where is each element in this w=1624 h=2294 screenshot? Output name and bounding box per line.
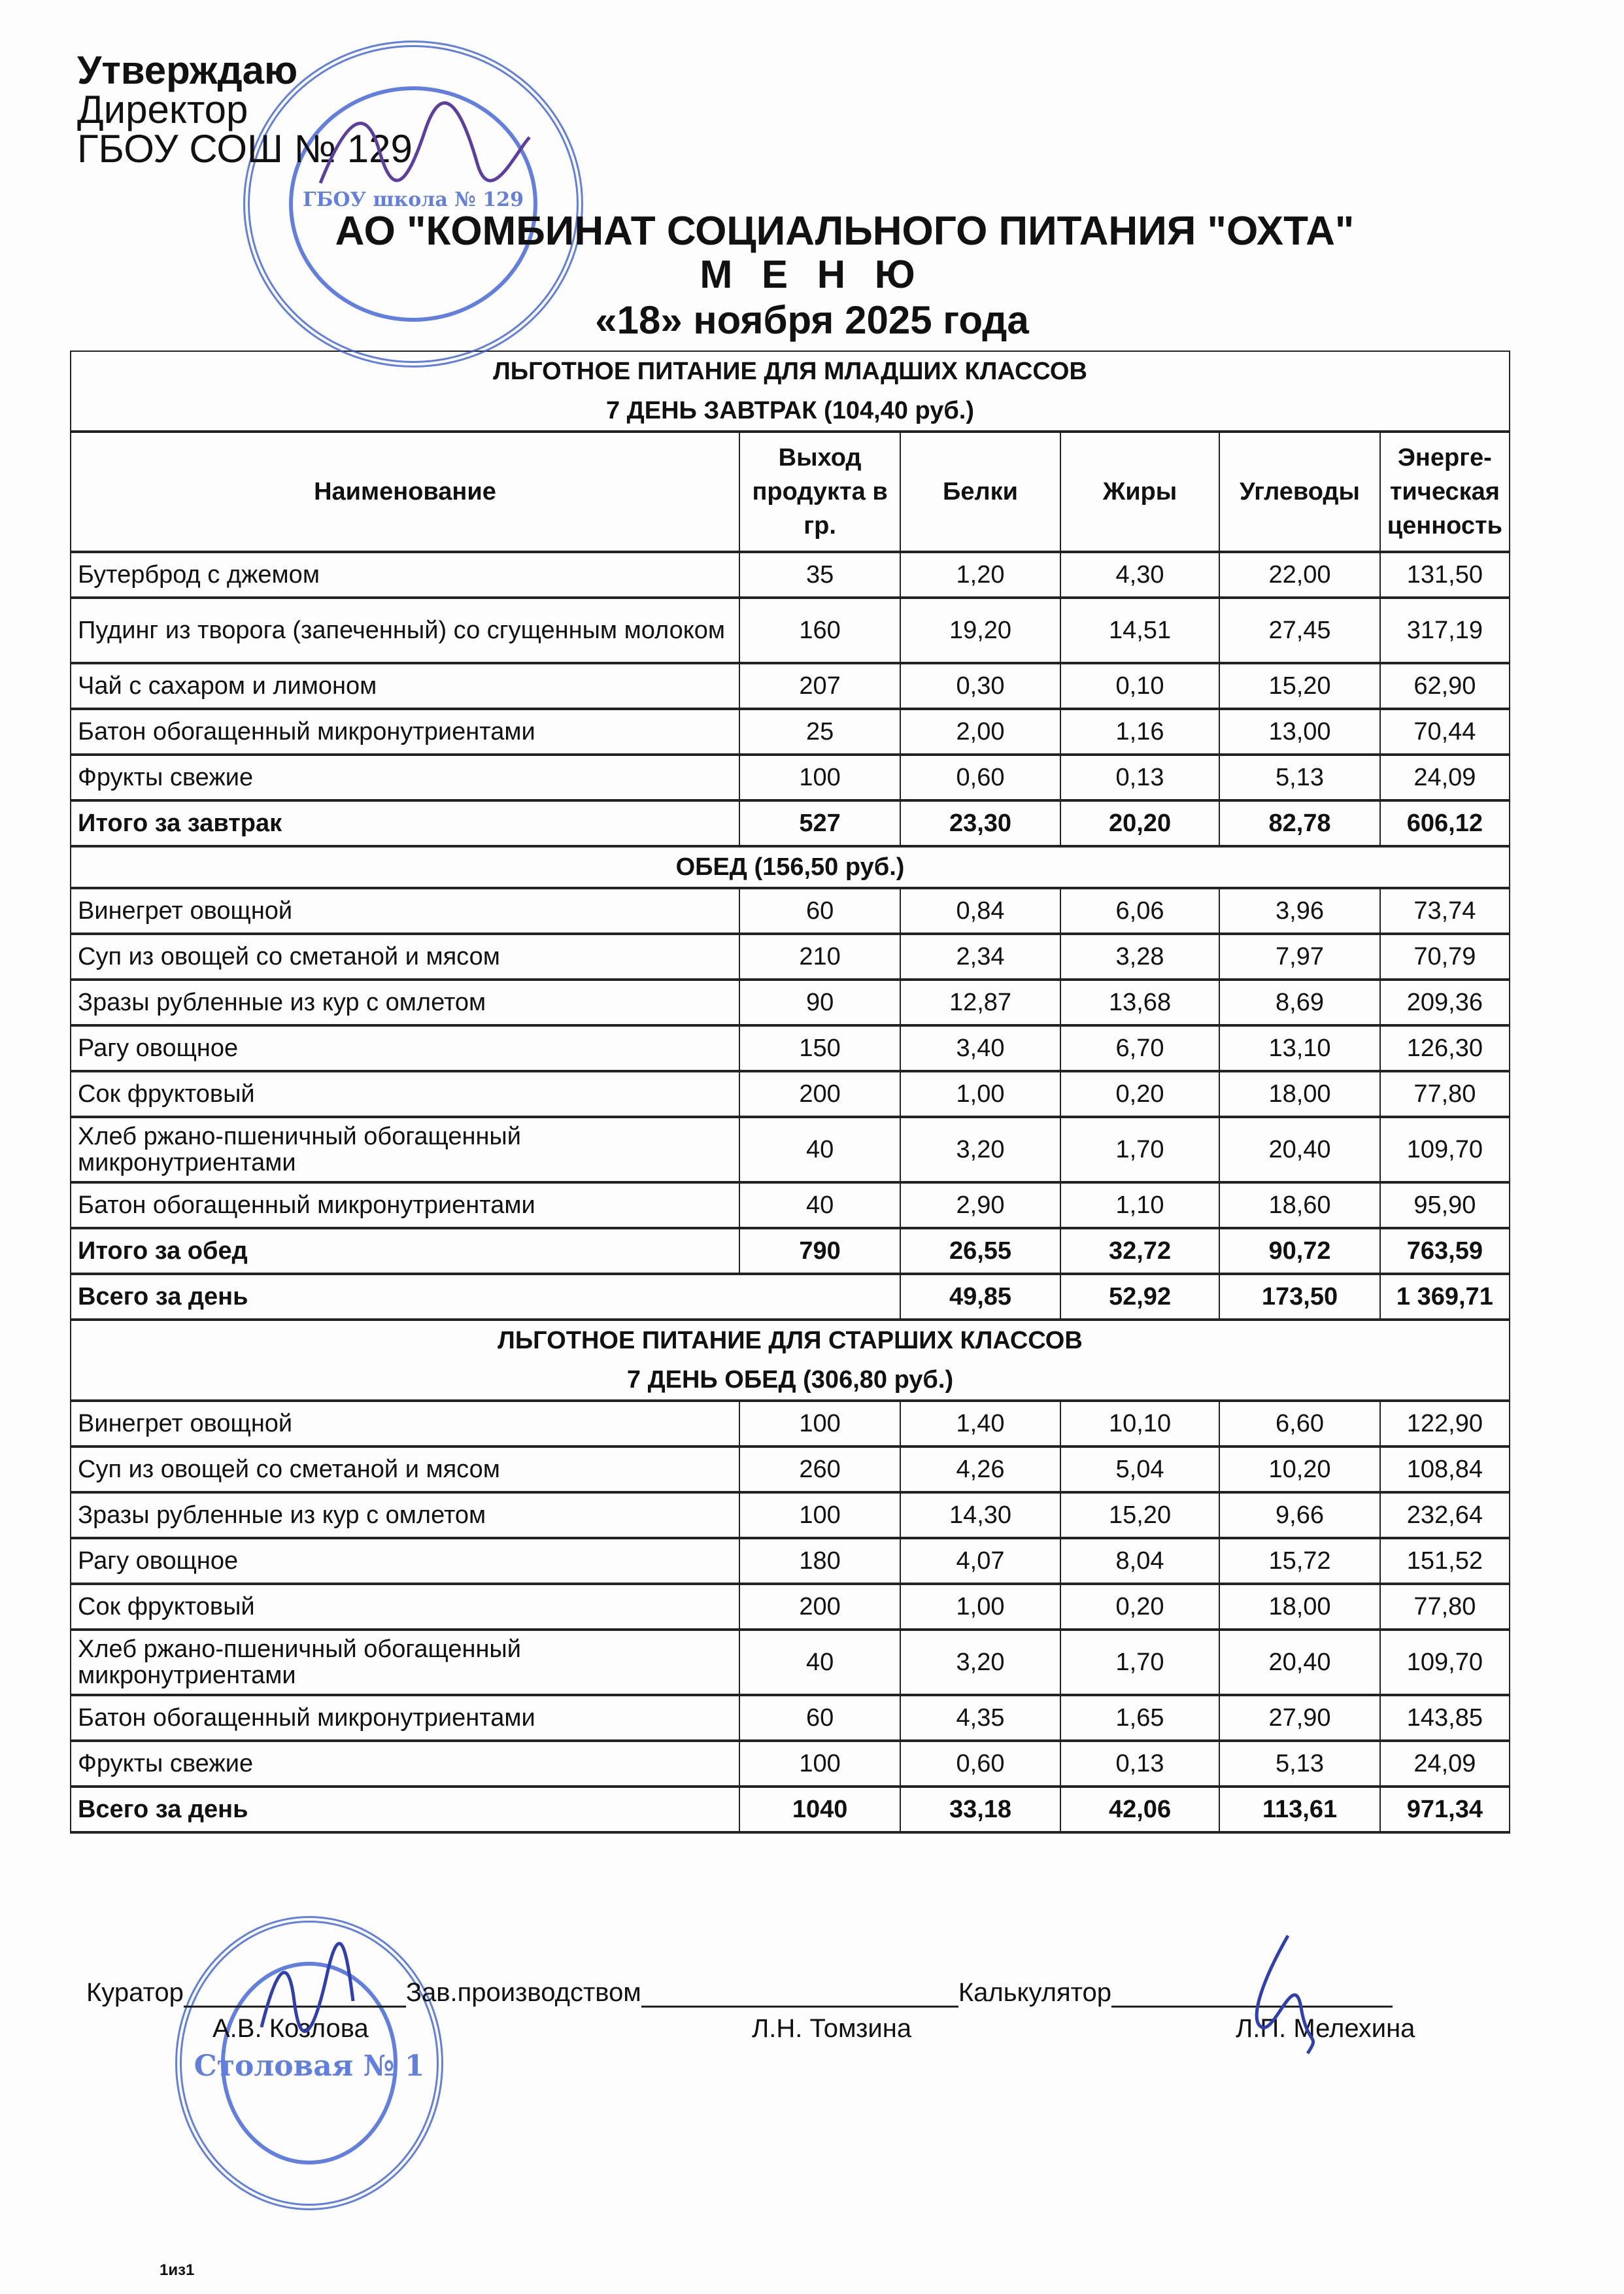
table-row — [71, 1071, 1510, 1117]
cell-energy: 763,59 — [1380, 1228, 1510, 1274]
table-row — [71, 1401, 1510, 1447]
canteen-stamp-text: Столовая № 1 — [194, 2049, 425, 2083]
cell-protein: 49,85 — [900, 1274, 1060, 1320]
cell-protein: 1,00 — [900, 1584, 1060, 1630]
cell-protein: 2,90 — [900, 1182, 1060, 1228]
cell-yield: 260 — [739, 1447, 900, 1492]
cell-carbs: 20,40 — [1219, 1630, 1379, 1695]
dish-name: Сок фруктовый — [71, 1584, 739, 1630]
menu-date: «18» ноября 2025 года — [595, 298, 1029, 342]
cell-yield: 200 — [739, 1071, 900, 1117]
cell-protein: 0,60 — [900, 755, 1060, 800]
cell-yield: 40 — [739, 1117, 900, 1182]
cell-yield: 100 — [739, 1401, 900, 1447]
cell-protein: 0,30 — [900, 663, 1060, 709]
cell-energy: 24,09 — [1380, 755, 1510, 800]
cell-fat: 0,13 — [1060, 1741, 1220, 1787]
cell-protein: 0,60 — [900, 1741, 1060, 1787]
cell-fat: 1,10 — [1060, 1182, 1220, 1228]
cell-protein: 3,20 — [900, 1630, 1060, 1695]
cell-carbs: 173,50 — [1219, 1274, 1379, 1320]
cell-carbs: 113,61 — [1219, 1787, 1379, 1832]
cell-energy: 209,36 — [1380, 980, 1510, 1025]
cell-protein: 2,00 — [900, 709, 1060, 755]
breakfast-total-row — [71, 800, 1510, 846]
cell-energy: 24,09 — [1380, 1741, 1510, 1787]
cell-energy: 95,90 — [1380, 1182, 1510, 1228]
dish-name: Суп из овощей со сметаной и мясом — [71, 1447, 739, 1492]
menu-table — [70, 351, 1510, 1834]
curator-name: А.В. Козлова — [212, 2014, 369, 2043]
cell-carbs: 22,00 — [1219, 552, 1379, 598]
cell-fat: 52,92 — [1060, 1274, 1220, 1320]
column-header-protein: Белки — [900, 432, 1060, 552]
table-row — [71, 663, 1510, 709]
cell-fat: 8,04 — [1060, 1538, 1220, 1584]
table-row — [71, 1630, 1510, 1695]
table-row — [71, 888, 1510, 934]
cell-fat: 6,70 — [1060, 1025, 1220, 1071]
approval-position: Директор — [77, 88, 248, 131]
section-junior-lunch — [71, 846, 1510, 888]
cell-fat: 0,20 — [1060, 1071, 1220, 1117]
cell-energy: 143,85 — [1380, 1695, 1510, 1741]
cell-fat: 13,68 — [1060, 980, 1220, 1025]
cell-fat: 15,20 — [1060, 1492, 1220, 1538]
table-row — [71, 980, 1510, 1025]
table-row — [71, 1584, 1510, 1630]
cell-fat: 4,30 — [1060, 552, 1220, 598]
cell-energy: 70,79 — [1380, 934, 1510, 980]
cell-yield: 180 — [739, 1538, 900, 1584]
column-header-row — [71, 432, 1510, 552]
dish-name: Суп из овощей со сметаной и мясом — [71, 934, 739, 980]
section-junior-breakfast — [71, 351, 1510, 432]
cell-yield: 207 — [739, 663, 900, 709]
cell-yield: 60 — [739, 888, 900, 934]
cell-carbs: 18,00 — [1219, 1584, 1379, 1630]
section-subtitle-line: 7 ДЕНЬ ЗАВТРАК (104,40 руб.) — [605, 397, 975, 424]
cell-energy: 70,44 — [1380, 709, 1510, 755]
cell-yield: 40 — [739, 1182, 900, 1228]
cell-carbs: 15,72 — [1219, 1538, 1379, 1584]
cell-energy: 77,80 — [1380, 1584, 1510, 1630]
cell-carbs: 20,40 — [1219, 1117, 1379, 1182]
cell-fat: 32,72 — [1060, 1228, 1220, 1274]
cell-energy: 606,12 — [1380, 800, 1510, 846]
dish-name: Батон обогащенный микронутриентами — [71, 1182, 739, 1228]
cell-protein: 0,84 — [900, 888, 1060, 934]
lunch-total-row — [71, 1228, 1510, 1274]
dish-name: Фрукты свежие — [71, 755, 739, 800]
cell-yield: 527 — [739, 800, 900, 846]
column-header-energy: Энерге-тическая ценность — [1380, 432, 1510, 552]
column-header-fat: Жиры — [1060, 432, 1220, 552]
cell-yield: 40 — [739, 1630, 900, 1695]
cell-energy: 122,90 — [1380, 1401, 1510, 1447]
dish-name: Рагу овощное — [71, 1025, 739, 1071]
section-senior-lunch — [71, 1320, 1510, 1401]
cell-yield: 1040 — [739, 1787, 900, 1832]
table-row — [71, 934, 1510, 980]
dish-name: Фрукты свежие — [71, 1741, 739, 1787]
column-header-carbs: Углеводы — [1219, 432, 1379, 552]
cell-energy: 151,52 — [1380, 1538, 1510, 1584]
cell-energy: 126,30 — [1380, 1025, 1510, 1071]
section-title-line: ОБЕД (156,50 руб.) — [675, 853, 905, 881]
school-stamp-text: ГБОУ школа № 129 — [303, 188, 524, 211]
cell-carbs: 15,20 — [1219, 663, 1379, 709]
cell-yield: 60 — [739, 1695, 900, 1741]
calculator-name: Л.П. Мелехина — [1236, 2014, 1415, 2043]
cell-yield: 790 — [739, 1228, 900, 1274]
cell-fat: 20,20 — [1060, 800, 1220, 846]
table-row — [71, 1695, 1510, 1741]
approval-heading: Утверждаю — [77, 48, 298, 92]
section-title-line: ЛЬГОТНОЕ ПИТАНИЕ ДЛЯ МЛАДШИХ КЛАССОВ — [493, 358, 1087, 385]
table-row — [71, 1447, 1510, 1492]
director-signature — [307, 92, 543, 209]
production-label: Зав.производством — [405, 1978, 641, 2007]
column-header-yield: Выход продукта в гр. — [739, 432, 900, 552]
organization-title: АО "КОМБИНАТ СОЦИАЛЬНОГО ПИТАНИЯ "ОХТА" — [335, 209, 1355, 254]
cell-protein: 3,40 — [900, 1025, 1060, 1071]
cell-yield: 100 — [739, 755, 900, 800]
cell-protein: 4,26 — [900, 1447, 1060, 1492]
dish-name: Всего за день — [71, 1787, 739, 1832]
cell-energy: 109,70 — [1380, 1117, 1510, 1182]
table-row — [71, 1492, 1510, 1538]
production-name: Л.Н. Томзина — [752, 2014, 912, 2043]
cell-protein: 12,87 — [900, 980, 1060, 1025]
cell-protein: 1,40 — [900, 1401, 1060, 1447]
table-row — [71, 709, 1510, 755]
dish-name: Пудинг из творога (запеченный) со сгущенным молоком — [71, 598, 739, 663]
dish-name: Зразы рубленные из кур с омлетом — [71, 1492, 739, 1538]
cell-protein: 33,18 — [900, 1787, 1060, 1832]
dish-name: Итого за завтрак — [71, 800, 739, 846]
cell-fat: 10,10 — [1060, 1401, 1220, 1447]
cell-energy: 317,19 — [1380, 598, 1510, 663]
cell-carbs: 90,72 — [1219, 1228, 1379, 1274]
cell-yield: 210 — [739, 934, 900, 980]
table-row — [71, 1025, 1510, 1071]
cell-fat: 1,16 — [1060, 709, 1220, 755]
dish-name: Батон обогащенный микронутриентами — [71, 1695, 739, 1741]
cell-carbs: 82,78 — [1219, 800, 1379, 846]
dish-name: Чай с сахаром и лимоном — [71, 663, 739, 709]
cell-fat: 0,10 — [1060, 663, 1220, 709]
cell-yield: 35 — [739, 552, 900, 598]
cell-fat: 3,28 — [1060, 934, 1220, 980]
cell-carbs: 13,10 — [1219, 1025, 1379, 1071]
cell-yield: 90 — [739, 980, 900, 1025]
cell-energy: 109,70 — [1380, 1630, 1510, 1695]
section-subtitle-line: 7 ДЕНЬ ОБЕД (306,80 руб.) — [626, 1366, 954, 1394]
cell-yield: 150 — [739, 1025, 900, 1071]
cell-protein: 4,07 — [900, 1538, 1060, 1584]
cell-carbs: 27,45 — [1219, 598, 1379, 663]
table-row — [71, 552, 1510, 598]
cell-protein: 4,35 — [900, 1695, 1060, 1741]
cell-energy: 62,90 — [1380, 663, 1510, 709]
cell-fat: 1,65 — [1060, 1695, 1220, 1741]
cell-carbs: 9,66 — [1219, 1492, 1379, 1538]
table-row — [71, 598, 1510, 663]
cell-yield: 100 — [739, 1492, 900, 1538]
cell-fat: 42,06 — [1060, 1787, 1220, 1832]
table-row — [71, 1741, 1510, 1787]
cell-carbs: 10,20 — [1219, 1447, 1379, 1492]
dish-name: Хлеб ржано-пшеничный обогащенный микронутриентами — [71, 1117, 739, 1182]
curator-label: Куратор — [86, 1978, 184, 2007]
cell-carbs: 8,69 — [1219, 980, 1379, 1025]
cell-protein: 1,00 — [900, 1071, 1060, 1117]
cell-protein: 3,20 — [900, 1117, 1060, 1182]
cell-yield: 25 — [739, 709, 900, 755]
cell-protein: 14,30 — [900, 1492, 1060, 1538]
table-row — [71, 1182, 1510, 1228]
cell-fat: 1,70 — [1060, 1117, 1220, 1182]
dish-name: Сок фруктовый — [71, 1071, 739, 1117]
dish-name: Бутерброд с джемом — [71, 552, 739, 598]
cell-fat: 14,51 — [1060, 598, 1220, 663]
dish-name: Винегрет овощной — [71, 888, 739, 934]
cell-fat: 6,06 — [1060, 888, 1220, 934]
cell-fat: 5,04 — [1060, 1447, 1220, 1492]
column-header-name: Наименование — [71, 432, 739, 552]
cell-carbs: 18,60 — [1219, 1182, 1379, 1228]
cell-energy: 77,80 — [1380, 1071, 1510, 1117]
cell-energy: 108,84 — [1380, 1447, 1510, 1492]
cell-carbs: 13,00 — [1219, 709, 1379, 755]
page-number: 1из1 — [160, 2261, 195, 2279]
cell-yield: 200 — [739, 1584, 900, 1630]
cell-energy: 971,34 — [1380, 1787, 1510, 1832]
calculator-label: Калькулятор — [958, 1978, 1111, 2007]
cell-energy: 73,74 — [1380, 888, 1510, 934]
calculator-signature — [1236, 1929, 1334, 2060]
dish-name: Хлеб ржано-пшеничный обогащенный микронутриентами — [71, 1630, 739, 1695]
cell-protein: 1,20 — [900, 552, 1060, 598]
cell-carbs: 5,13 — [1219, 1741, 1379, 1787]
cell-protein: 26,55 — [900, 1228, 1060, 1274]
cell-energy: 232,64 — [1380, 1492, 1510, 1538]
cell-fat: 0,20 — [1060, 1584, 1220, 1630]
cell-carbs: 5,13 — [1219, 755, 1379, 800]
dish-name: Рагу овощное — [71, 1538, 739, 1584]
cell-carbs: 3,96 — [1219, 888, 1379, 934]
table-row — [71, 1538, 1510, 1584]
table-row — [71, 755, 1510, 800]
cell-energy: 1 369,71 — [1380, 1274, 1510, 1320]
table-row — [71, 1117, 1510, 1182]
menu-title: М Е Н Ю — [700, 252, 924, 296]
cell-carbs: 7,97 — [1219, 934, 1379, 980]
cell-protein: 23,30 — [900, 800, 1060, 846]
section-title-line: ЛЬГОТНОЕ ПИТАНИЕ ДЛЯ СТАРШИХ КЛАССОВ — [498, 1327, 1083, 1354]
cell-carbs: 18,00 — [1219, 1071, 1379, 1117]
cell-fat: 1,70 — [1060, 1630, 1220, 1695]
senior-day-total-row — [71, 1787, 1510, 1832]
dish-name: Винегрет овощной — [71, 1401, 739, 1447]
cell-fat: 0,13 — [1060, 755, 1220, 800]
cell-yield: 100 — [739, 1741, 900, 1787]
cell-carbs: 27,90 — [1219, 1695, 1379, 1741]
approval-school: ГБОУ СОШ № 129 — [77, 127, 413, 171]
cell-energy: 131,50 — [1380, 552, 1510, 598]
dish-name: Зразы рубленные из кур с омлетом — [71, 980, 739, 1025]
junior-day-total-row — [71, 1274, 1510, 1320]
cell-yield: 160 — [739, 598, 900, 663]
cell-carbs: 6,60 — [1219, 1401, 1379, 1447]
dish-name: Всего за день — [71, 1274, 900, 1320]
cell-protein: 2,34 — [900, 934, 1060, 980]
curator-signature — [248, 1936, 366, 2040]
cell-protein: 19,20 — [900, 598, 1060, 663]
dish-name: Батон обогащенный микронутриентами — [71, 709, 739, 755]
dish-name: Итого за обед — [71, 1228, 739, 1274]
